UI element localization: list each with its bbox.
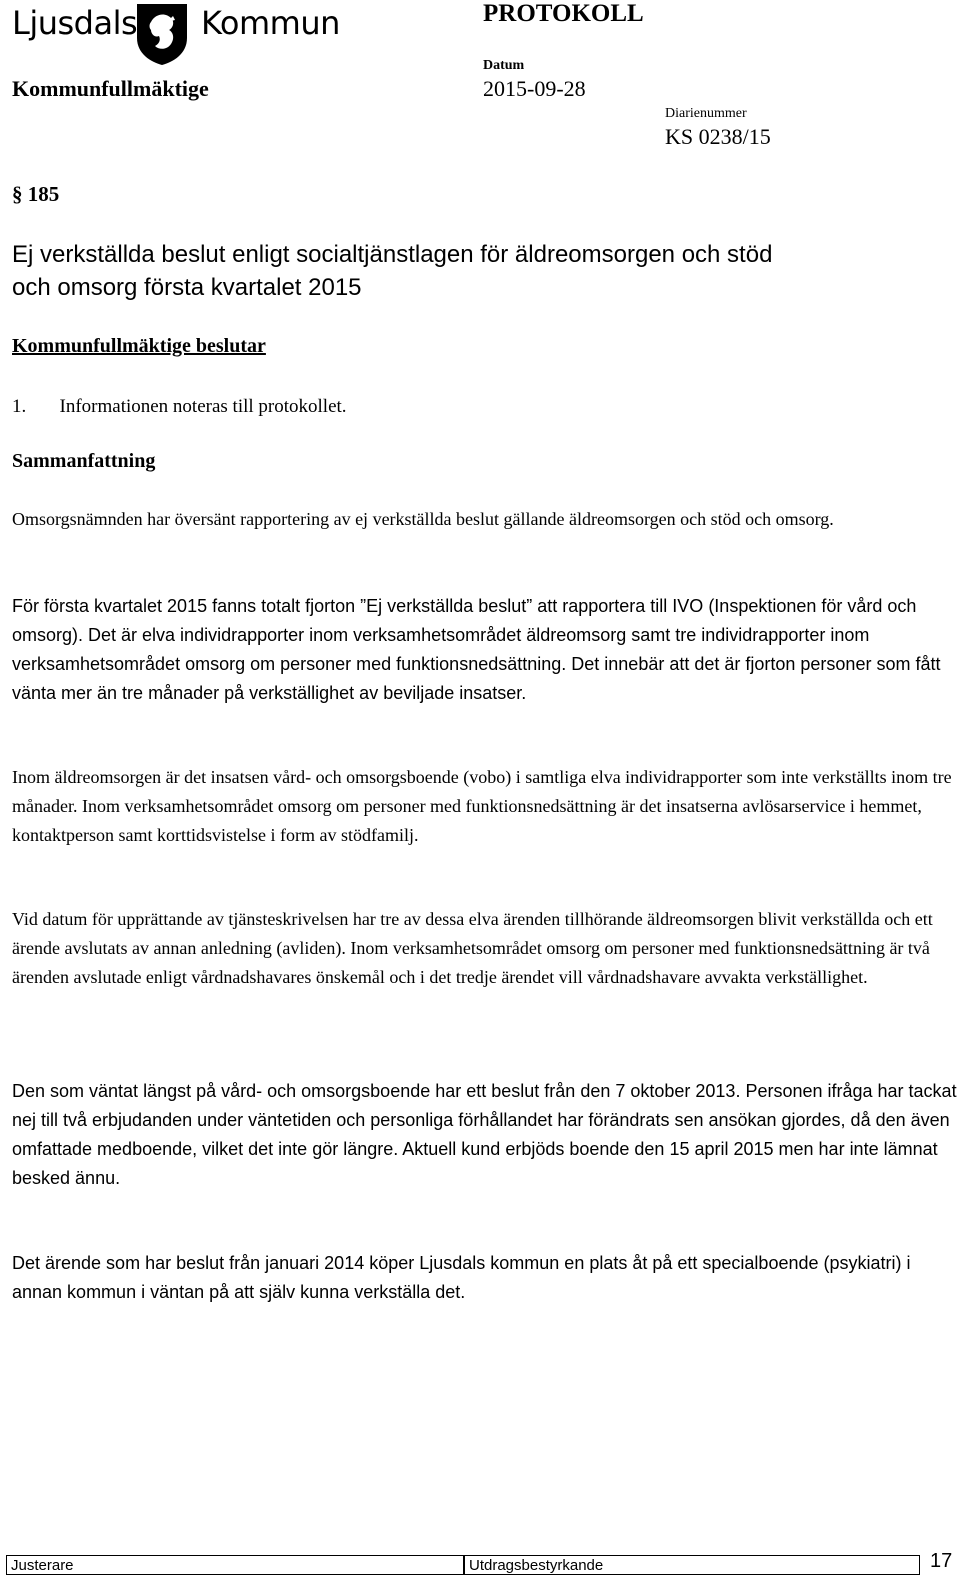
paragraph-sign: § [12, 182, 23, 206]
decision-heading: Kommunfullmäktige beslutar [12, 335, 266, 357]
body-paragraph-4: Den som väntat längst på vård- och omsorgsboende har ett beslut från den 7 oktober 2013. Personen ifråga har tackat nej till två erbjudanden under väntetiden och personliga förhållandet har förändrats sen ansökan gjordes, då den även omfattade medboende, vilket det inte gör längre. Aktuell kund erbjöds boende den 15 april 2015 men har inte lämnat besked ännu. [12, 1081, 957, 1188]
body-paragraph-2: Inom äldreomsorgen är det insatsen vård- och omsorgsboende (vobo) i samtliga elva individrapporter som inte verkställts inom tre månader. Inom verksamhetsområdet omsorg om personer med funktionsnedsättning är det insatserna avlösarservice i hemmet, kontaktperson samt korttidsvistelse i form av stödfamilj. [12, 767, 952, 845]
decision-item: 1. Informationen noteras till protokollet. [12, 396, 347, 417]
body-paragraph-5: Det ärende som har beslut från januari 2014 köper Ljusdals kommun en plats åt på ett specialboende (psykiatri) i annan kommun i väntan på att själv kunna verkställa det. [12, 1253, 911, 1302]
page-number: 17 [930, 1550, 953, 1572]
logo-kommun: Kommun [201, 4, 340, 42]
title-line-1: Ej verkställda beslut enligt socialtjänstlagen för äldreomsorgen och stöd [12, 241, 773, 268]
diary-value: KS 0238/15 [665, 124, 771, 149]
page-title [12, 238, 957, 304]
document-type: PROTOKOLL [483, 0, 644, 27]
utdragsbestyrkande-box [464, 1555, 920, 1575]
body-name: Kommunfullmäktige [12, 76, 209, 101]
summary-heading: Sammanfattning [12, 450, 156, 472]
body-paragraph-3: Vid datum för upprättande av tjänsteskrivelsen har tre av dessa elva ärenden tillhörande äldreomsorgen blivit verkställda och ett ärende avslutats av annan anledning (avliden). Inom verksamhetsområdet omsorg om personer med funktionsnedsättning är två ärenden avslutade enligt vårdnadshavares önskemål och i det tredje ärendet vill vårdnadshavare avvakta verkställighet. [12, 909, 933, 987]
utdragsbestyrkande-label: Utdragsbestyrkande [469, 1557, 604, 1574]
municipal-crest-icon [133, 2, 191, 66]
justerare-box [6, 1555, 464, 1575]
justerare-label: Justerare [11, 1557, 74, 1574]
date-value: 2015-09-28 [483, 76, 586, 101]
paragraph-number [12, 182, 59, 207]
diary-label: Diarienummer [665, 106, 747, 121]
body-paragraph-1: För första kvartalet 2015 fanns totalt fjorton ”Ej verkställda beslut” att rapportera till IVO (Inspektionen för vård och omsorg). Det är elva individrapporter inom verksamhetsområdet äldreomsorg samt tre individrapporter inom verksamhetsområdet omsorg om personer med funktionsnedsättning. Det innebär att det är fjorton personer som fått vänta mer än tre månader på verkställighet av beviljade insatser. [12, 596, 941, 703]
paragraph-number-value: 185 [27, 182, 60, 206]
date-label: Datum [483, 58, 525, 73]
title-line-2: och omsorg första kvartalet 2015 [12, 274, 362, 301]
summary-paragraph: Omsorgsnämnden har översänt rapportering av ej verkställda beslut gällande äldreomsorgen och stöd och omsorg. [12, 509, 834, 529]
logo-ljusdals: Ljusdals [12, 4, 138, 42]
